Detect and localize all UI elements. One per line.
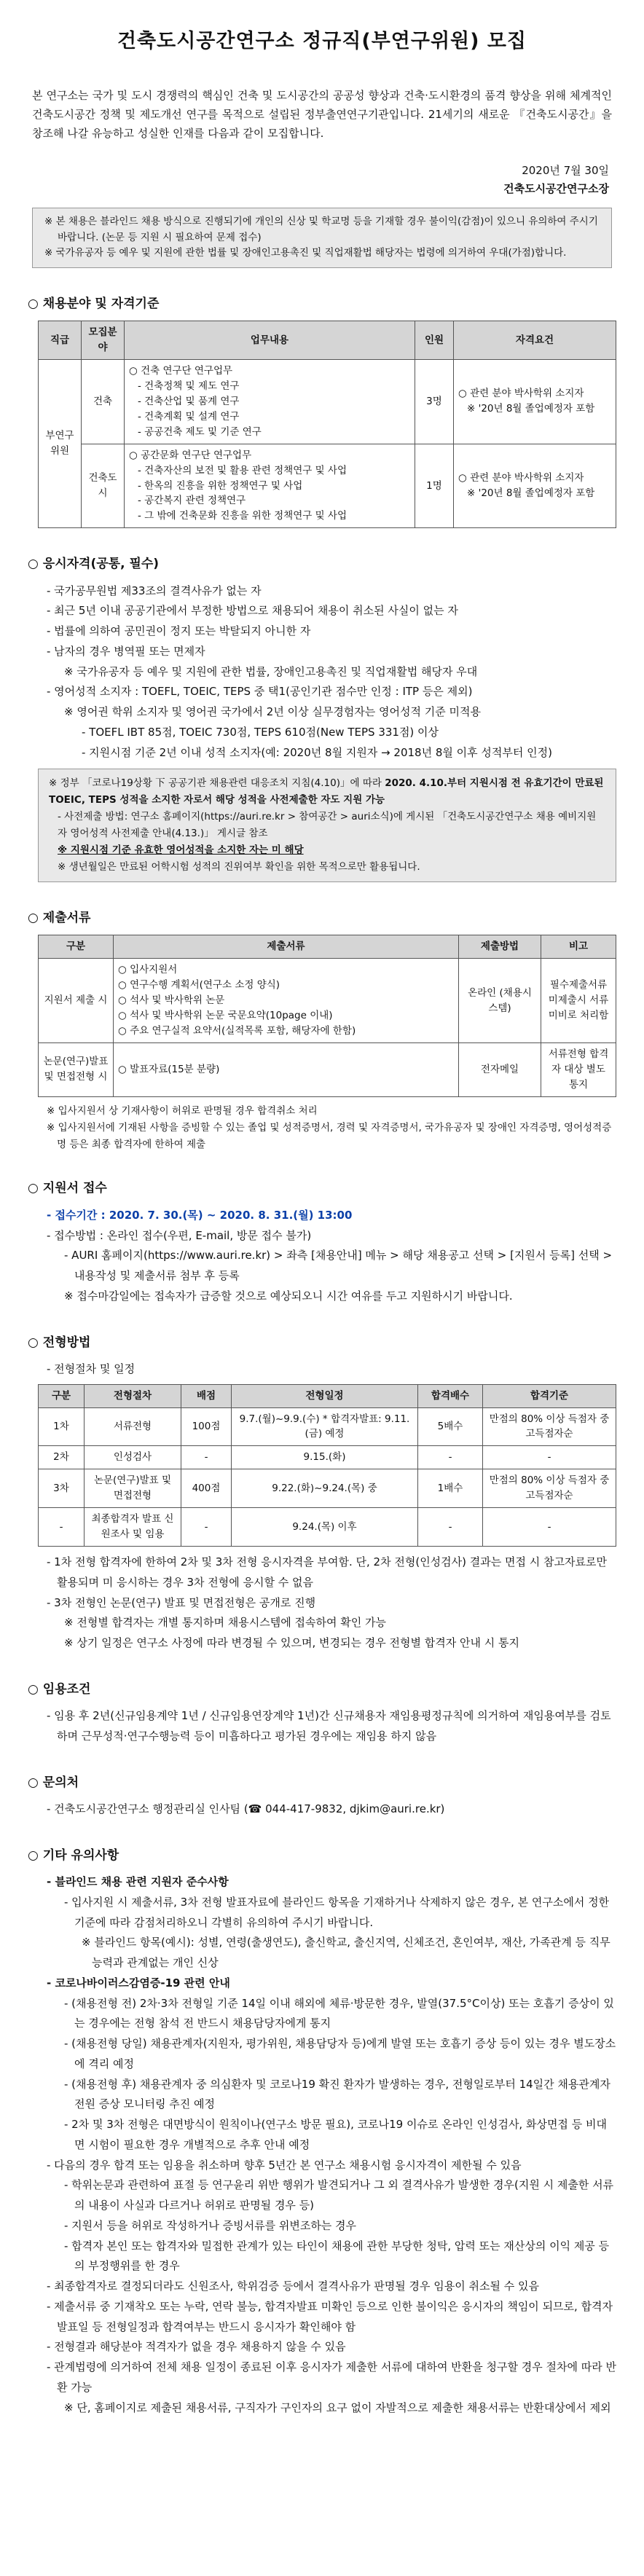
announcement-date: 2020년 7월 30일 (522, 163, 609, 177)
list-item: - 임용 후 2년(신규임용계약 1년 / 신규임용연장계약 1년)간 신규채용자 재임용평정규칙에 의거하여 재임용여부를 검토하며 근무성적·연구수행능력 등이 미흡하다고 평가된 경우에는 재임용 하지 않음 (47, 1709, 611, 1743)
table-header: 비고 (541, 935, 616, 959)
contact-info: - 건축도시공간연구소 행정관리실 인사팀 (☎ 044-417-9832, djkim@auri.re.kr) (47, 1802, 445, 1815)
list-item: - 영어성적 소지자 : TOEFL, TOEIC, TEPS 중 택1(공인기관 점수만 인정 : ITP 등은 제외) (47, 685, 473, 699)
application-auri-link[interactable]: - AURI 홈페이지(https://www.auri.re.kr) > 좌측 [채용안내] 메뉴 > 해당 채용공고 선택 > [지원서 등록] 선택 > 내용작성 및 제출서류 첨부 후 등록 (64, 1249, 613, 1283)
duties-cell: ○ 건축 연구단 연구업무 - 건축정책 및 제도 연구 - 건축산업 및 품계 연구 - 건축계획 및 설계 연구 - 공공건축 제도 및 기준 연구 (125, 360, 415, 444)
bullet-icon: ○ (28, 296, 43, 311)
other-notes-list (38, 1872, 616, 2418)
table-row: 3차 논문(연구)발표 및 면접전형 400점 9.22.(화)~9.24.(목) 중 1배수 만점의 80% 이상 득점자 중 고득점자순 (39, 1469, 616, 1508)
section-heading: ○ 전형방법 (28, 1335, 91, 1350)
blind-notice-box (32, 208, 612, 268)
field-cell: 건축 (82, 360, 125, 444)
method-cell: 온라인 (채용시스템) (459, 959, 541, 1043)
grade-cell: 부연구위원 (39, 360, 82, 528)
table-row (39, 360, 616, 444)
list-item: ※ 블라인드 항목(예시): 성별, 연령(출생연도), 출신학교, 출신지역, 신체조건, 혼인여부, 재산, 가족관계 등 직무능력과 관계없는 개인 신상 (82, 1936, 610, 1970)
list-item: - TOEFL IBT 85점, TOEIC 730점, TEPS 610점(New TEPS 331점) 이상 (82, 725, 439, 739)
list-item: - 학위논문과 관련하여 표절 등 연구윤리 위반 행위가 발견되거나 그 외 결격사유가 발생한 경우(지원 시 제출한 서류의 내용이 사실과 다르거나 허위로 판명될 경우 등) (64, 2178, 614, 2212)
bullet-icon: ○ (28, 1681, 43, 1697)
duties-cell: ○ 공간문화 연구단 연구업무 - 건축자산의 보전 및 활용 관련 정책연구 및 사업 - 한옥의 진흥을 위한 정책연구 및 사업 - 공간복지 관련 정책연구 - 그 밖에 건축문화 진흥을 위한 정책연구 및 사업 (125, 444, 415, 528)
list-item: - 2차 및 3차 전형은 대면방식이 원칙이나(연구소 방문 필요), 코로나19 이슈로 온라인 인성검사, 화상면접 등 비대면 시험이 필요한 경우 개별적으로 추후 안내 예정 (64, 2118, 607, 2151)
table-header: 업무내용 (125, 321, 415, 360)
list-item: ※ 입사지원서에 기재된 사항을 증빙할 수 있는 졸업 및 성적증명서, 경력 및 자격증명서, 국가유공자 및 장애인 자격증명, 영어성적증명 등은 최종 합격자에 한하여 제출 (47, 1121, 612, 1150)
box-line: ※ 지원시점 기준 유효한 영어성적을 소지한 자는 미 해당 (58, 844, 304, 857)
subheading: - 코로나바이러스감염증-19 관련 안내 (47, 1976, 230, 1990)
list-item: - (채용전형 전) 2차·3차 전형일 기준 14일 이내 해외에 체류·방문한 경우, 발열(37.5°C이상) 또는 호흡기 증상이 있는 경우에는 전형 참석 전 반드시 채용담당자에게 통지 (64, 1996, 614, 2030)
box-line: ※ 생년월일은 만료된 어학시험 성적의 진위여부 확인을 위한 목적으로만 활용됩니다. (58, 861, 420, 873)
list-item: - 법률에 의하여 공민권이 정지 또는 박탈되지 아니한 자 (47, 624, 311, 638)
table-row (39, 959, 616, 1043)
section-contact (28, 1773, 616, 1820)
table-row: - 최종합격자 발표 신원조사 및 임용 - 9.24.(목) 이후 - - (39, 1508, 616, 1547)
list-item: ※ 상기 일정은 연구소 사정에 따라 변경될 수 있으며, 변경되는 경우 전형별 합격자 안내 시 통지 (64, 1636, 519, 1650)
organization-name: 건축도시공간연구소장 (503, 181, 609, 195)
selection-notes (38, 1552, 616, 1654)
section-employment-terms (28, 1680, 616, 1747)
section-heading: ○ 기타 유의사항 (28, 1847, 119, 1863)
count-cell: 1명 (415, 444, 454, 528)
selection-subheading: - 전형절차 및 일정 (47, 1362, 136, 1375)
table-header: 인원 (415, 321, 454, 360)
table-header: 자격요건 (454, 321, 616, 360)
list-item: - 최종합격자로 결정되더라도 신원조사, 학위검증 등에서 결격사유가 판명될 경우 임용이 취소될 수 있음 (47, 2279, 539, 2293)
table-header: 합격배수 (418, 1384, 483, 1407)
kind-cell: 논문(연구)발표 및 면접전형 시 (39, 1042, 114, 1096)
table-header: 모집분야 (82, 321, 125, 360)
table-header: 합격기준 (483, 1384, 616, 1407)
list-item: - (채용전형 당일) 채용관계자(지원자, 평가위원, 채용담당자 등)에게 발열 또는 호흡기 증상 등이 있는 경우 별도장소에 격리 예정 (64, 2037, 616, 2070)
list-item: - 지원서 등을 허위로 작성하거나 증빙서류를 위변조하는 경우 (64, 2218, 357, 2232)
list-item: ※ 전형별 합격자는 개별 통지하며 채용시스템에 접속하여 확인 가능 (64, 1616, 386, 1630)
section-selection (28, 1333, 616, 1654)
count-cell: 3명 (415, 360, 454, 444)
kind-cell: 지원서 제출 시 (39, 959, 114, 1043)
list-item: ※ 단, 홈페이지로 제출된 채용서류, 구직자가 구인자의 요구 없이 자발적으로 제출한 채용서류는 반환대상에서 제외 (64, 2400, 611, 2414)
table-header: 전형일정 (232, 1384, 418, 1407)
list-item: ※ 국가유공자 등 예우 및 지원에 관한 법률, 장애인고용촉진 및 직업재활법 해당자 우대 (64, 664, 478, 678)
list-item: - 전형결과 해당분야 적격자가 없을 경우 채용하지 않을 수 있음 (47, 2340, 346, 2354)
list-item: - 입사지원 시 제출서류, 3차 전형 발표자료에 블라인드 항목을 기재하거나 삭제하지 않은 경우, 본 연구소에서 정한 기준에 따라 감점처리하오니 각별히 유의하여 주시기 바랍니다. (64, 1895, 610, 1929)
list-item: - 최근 5년 이내 공공기관에서 부정한 방법으로 채용되어 채용이 취소된 사실이 없는 자 (47, 604, 458, 618)
bullet-icon: ○ (28, 557, 43, 572)
table-header: 제출방법 (459, 935, 541, 959)
list-item: - 다음의 경우 합격 또는 임용을 취소하며 향후 5년간 본 연구소 채용시험 응시자격이 제한될 수 있음 (47, 2158, 522, 2172)
note-cell: 서류전형 합격자 대상 별도 통지 (541, 1042, 616, 1096)
docs-cell: ○ 입사지원서 ○ 연구수행 계획서(연구소 소정 양식) ○ 석사 및 박사학위 논문 ○ 석사 및 박사학위 논문 국문요약(10page 이내) ○ 주요 연구실적 요약서(실적목록 포함, 해당자에 한함) (114, 959, 459, 1043)
box-line: - 사전제출 방법: 연구소 홈페이지(https://auri.re.kr > 참여공간 > auri소식)에 게시된 「건축도시공간연구소 채용 예비지원자 영어성적 사전제출 안내(4.13.)」 게시글 참조 (58, 811, 597, 840)
application-list (38, 1206, 616, 1307)
selection-table (38, 1384, 616, 1547)
list-item: - 관계법령에 의거하여 전체 채용 일정이 종료된 이후 응시자가 제출한 서류에 대하여 반환을 청구할 경우 절차에 따라 반환 가능 (47, 2360, 616, 2394)
page-title: 건축도시공간연구소 정규직(부연구위원) 모집 (117, 30, 527, 52)
section-heading: ○ 제출서류 (28, 911, 91, 925)
subheading: - 블라인드 채용 관련 지원자 준수사항 (47, 1875, 229, 1889)
section-heading: ○ 응시자격(공통, 필수) (28, 557, 160, 572)
section-heading: ○ 지원서 접수 (28, 1181, 107, 1196)
positions-table (38, 321, 616, 528)
documents-notes (38, 1103, 616, 1153)
list-item: ※ 영어권 학위 소지자 및 영어권 국가에서 2년 이상 실무경험자는 영어성적 기준 미적용 (64, 705, 481, 719)
docs-cell: ○ 발표자료(15분 분량) (114, 1042, 459, 1096)
table-header: 제출서류 (114, 935, 459, 959)
application-method: - 접수방법 : 온라인 접수(우편, E-mail, 방문 접수 불가) (47, 1228, 312, 1242)
list-item: - 남자의 경우 병역필 또는 면제자 (47, 644, 205, 658)
intro-paragraph: 본 연구소는 국가 및 도시 경쟁력의 핵심인 건축 및 도시공간의 공공성 향상과 건축·도시환경의 품격 향상을 위해 체계적인 건축도시공간 정책 및 제도개선 연구를 목적으로 설립된 정부출연연구기관입니다. 21세기의 새로운 『건축도시공간』을 창조해 나갈 유능하고 성실한 인재를 다음과 같이 모집합니다. (32, 88, 612, 141)
list-item: - 제출서류 중 기재착오 또는 누락, 연락 불능, 합격자발표 미확인 등으로 인한 불이익은 응시자의 책임이 되므로, 합격자 발표일 등 전형일정과 합격여부는 반드시 응시자가 확인해야 함 (47, 2299, 613, 2333)
list-item: ※ 입사지원서 상 기재사항이 허위로 판명될 경우 합격취소 처리 (47, 1104, 318, 1117)
bullet-icon: ○ (28, 1775, 43, 1790)
documents-table (38, 935, 616, 1096)
quals-cell: ○ 관련 분야 박사학위 소지자 ※ '20년 8월 졸업예정자 포함 (454, 360, 616, 444)
section-application (28, 1179, 616, 1306)
bullet-icon: ○ (28, 1181, 43, 1196)
section-other-notes (28, 1846, 616, 2419)
method-cell: 전자메일 (459, 1042, 541, 1096)
table-row (39, 1042, 616, 1096)
note-cell: 필수제출서류 미제출시 서류미비로 처리함 (541, 959, 616, 1043)
notice-line: ※ 본 채용은 블라인드 채용 방식으로 진행되기에 개인의 신상 및 학교명 등을 기재할 경우 불이익(감점)이 있으니 유의하여 주시기 바랍니다. (논문 등 지원 시 필요하여 문제 접수) (44, 216, 598, 243)
application-period: - 접수기간 : 2020. 7. 30.(목) ~ 2020. 8. 31.(월) 13:00 (47, 1208, 353, 1222)
table-header: 구분 (39, 1384, 85, 1407)
notice-line: ※ 국가유공자 등 예우 및 지원에 관한 법률 및 장애인고용촉진 및 직업재활법 해당자는 법령에 의거하여 우대(가점)합니다. (44, 247, 567, 259)
section-heading: ○ 임용조건 (28, 1681, 91, 1697)
section-eligibility (28, 554, 616, 882)
table-header: 직급 (39, 321, 82, 360)
list-item: - 3차 전형인 논문(연구) 발표 및 면접전형은 공개로 진행 (47, 1595, 316, 1609)
covid-english-notice-box (38, 769, 616, 882)
table-row: 1차 서류전형 100점 9.7.(월)~9.9.(수) * 합격자발표: 9.11.(금) 예정 5배수 만점의 80% 이상 득점자 중 고득점자순 (39, 1407, 616, 1446)
eligibility-list (38, 581, 616, 763)
bullet-icon: ○ (28, 1847, 43, 1863)
table-row: 2차 인성검사 - 9.15.(화) - - (39, 1446, 616, 1469)
list-item: - 1차 전형 합격자에 한하여 2차 및 3차 전형 응시자격을 부여함. 단, 2차 전형(인성검사) 결과는 면접 시 참고자료로만 활용되며 미 응시하는 경우 3차 전형에 응시할 수 없음 (47, 1555, 607, 1589)
list-item: - 국가공무원법 제33조의 결격사유가 없는 자 (47, 584, 262, 597)
list-item: - 지원시점 기준 2년 이내 성적 소지자(예: 2020년 8월 지원자 → 2018년 8월 이후 성적부터 인정) (82, 745, 552, 759)
section-documents (28, 908, 616, 1152)
list-item: - (채용전형 후) 채용관계자 중 의심환자 및 코로나19 확진 환자가 발생하는 경우, 전형일로부터 14일간 채용관계자 전원 증상 모니터링 추진 예정 (64, 2077, 610, 2111)
application-note: ※ 접수마감일에는 접속자가 급증할 것으로 예상되오니 시간 여유를 두고 지원하시기 바랍니다. (64, 1289, 513, 1303)
table-header: 전형절차 (85, 1384, 181, 1407)
box-lead: ※ 정부 「코로나19상황 下 공공기관 채용관련 대응조치 지침(4.10)」에 따라 2020. 4.10.부터 지원시점 전 유효기간이 만료된 TOEIC, TEPS 성적을 소지한 자로서 해당 성적을 사전제출한 자도 지원 가능 (49, 777, 604, 806)
section-heading: ○ 채용분야 및 자격기준 (28, 296, 160, 311)
bullet-icon: ○ (28, 911, 43, 925)
field-cell: 건축도시 (82, 444, 125, 528)
bullet-icon: ○ (28, 1335, 43, 1350)
section-positions (28, 294, 616, 528)
list-item: - 합격자 본인 또는 합격자와 밀접한 관계가 있는 타인이 채용에 관한 부당한 청탁, 압력 또는 재산상의 이익 제공 등의 부정행위를 한 경우 (64, 2239, 610, 2273)
section-heading: ○ 문의처 (28, 1775, 79, 1790)
table-header: 구분 (39, 935, 114, 959)
quals-cell: ○ 관련 분야 박사학위 소지자 ※ '20년 8월 졸업예정자 포함 (454, 444, 616, 528)
table-header: 배점 (181, 1384, 232, 1407)
table-row (39, 444, 616, 528)
